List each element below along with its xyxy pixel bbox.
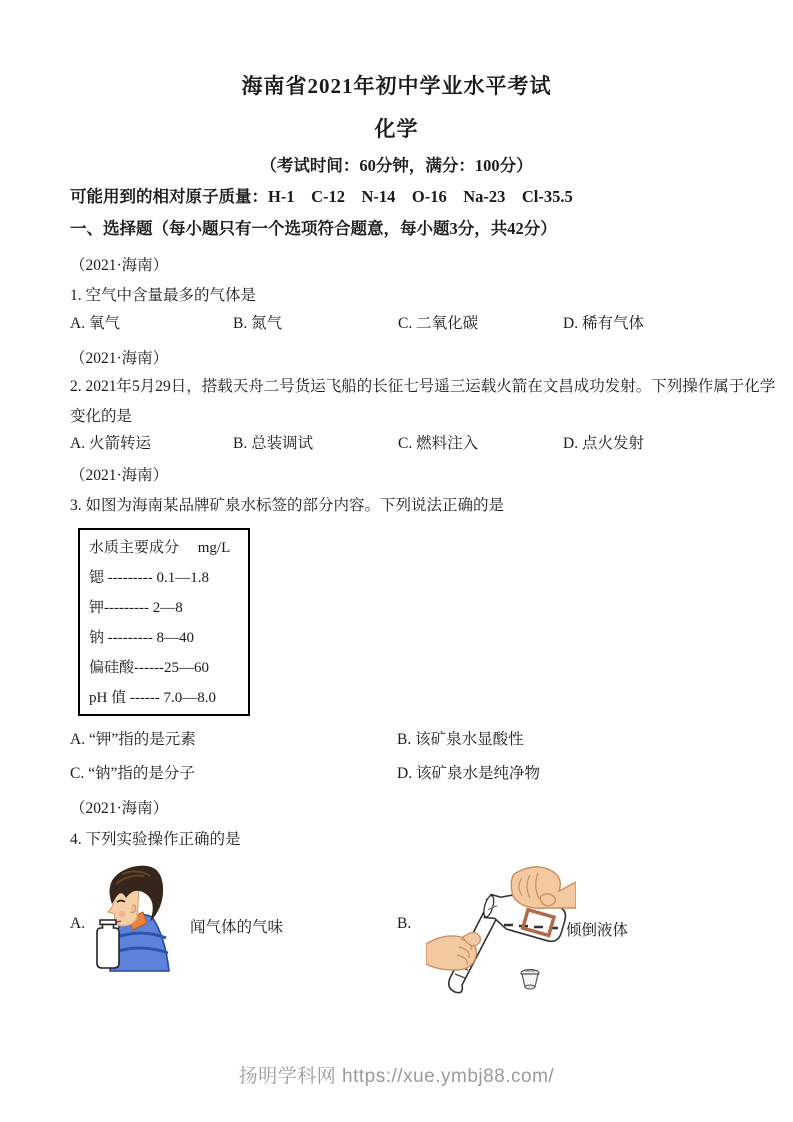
figure-a-caption: 闻气体的气味 [190, 919, 284, 936]
section-heading: 一、选择题（每小题只有一个选项符合题意，每小题3分，共42分） [70, 219, 557, 238]
question-2-option-c: C. 燃料注入 [398, 435, 479, 452]
question-3-option-b: B. 该矿泉水显酸性 [397, 731, 524, 748]
question-3-option-c: C. “钠”指的是分子 [70, 765, 195, 782]
question-1-stem: 1. 空气中含量最多的气体是 [70, 287, 257, 304]
figure-b-caption: 倾倒液体 [566, 922, 629, 939]
question-2-stem-line1: 2. 2021年5月29日，搭载天舟二号货运飞船的长征七号遥三运载火箭在文昌成功发射。下列操作属于化学 [70, 378, 776, 395]
page-title: 海南省2021年初中学业水平考试 [241, 74, 552, 98]
question-2-option-d: D. 点火发射 [563, 435, 644, 452]
water-label-row-metasilicic-acid: 偏硅酸------25—60 [89, 660, 209, 676]
water-label-row-ph: pH 值 ------ 7.0—8.0 [89, 690, 217, 706]
question-2-stem-line2: 变化的是 [70, 408, 133, 425]
question-1-option-b: B. 氮气 [233, 315, 283, 332]
subject-title: 化学 [374, 117, 419, 141]
question-3-option-a: A. “钾”指的是元素 [70, 731, 196, 748]
question-2-option-a: A. 火箭转运 [70, 435, 151, 452]
atomic-mass-note: 可能用到的相对原子质量：H-1 C-12 N-14 O-16 Na-23 Cl-35.5 [70, 187, 573, 206]
pouring-liquid-icon [426, 856, 576, 1006]
smelling-gas-illustration [88, 862, 178, 972]
question-3-options-row2 [70, 761, 737, 783]
water-label-row-sodium: 钠 --------- 8—40 [89, 630, 194, 646]
question-4-stem: 4. 下列实验操作正确的是 [70, 831, 241, 848]
water-label-row-potassium: 钾--------- 2—8 [89, 600, 183, 616]
pouring-liquid-illustration [426, 856, 576, 1006]
question-3-source: （2021·海南） [70, 467, 169, 484]
question-3-options-row1 [70, 727, 737, 749]
water-label-row-strontium: 锶 --------- 0.1—1.8 [89, 570, 209, 586]
question-4-source: （2021·海南） [70, 800, 169, 817]
question-3-option-d: D. 该矿泉水是纯净物 [397, 765, 540, 782]
question-1-source: （2021·海南） [70, 257, 169, 274]
question-1-option-a: A. 氧气 [70, 315, 120, 332]
water-label-header: 水质主要成分 mg/L [89, 540, 231, 556]
footer-watermark: 扬明学科网 https://xue.ymbj88.com/ [238, 1066, 555, 1087]
boy-smelling-bottle-icon [88, 862, 178, 972]
figure-a-label: A. [70, 915, 86, 932]
figure-b-label: B. [397, 915, 412, 932]
question-1-options [70, 311, 737, 333]
question-1-option-d: D. 稀有气体 [563, 315, 644, 332]
question-1-option-c: C. 二氧化碳 [398, 315, 479, 332]
mineral-water-label-table [78, 528, 250, 716]
exam-info: （考试时间：60分钟，满分：100分） [260, 156, 533, 175]
question-2-options [70, 431, 737, 453]
question-3-stem: 3. 如图为海南某品牌矿泉水标签的部分内容。下列说法正确的是 [70, 497, 505, 514]
question-2-source: （2021·海南） [70, 350, 169, 367]
question-2-option-b: B. 总装调试 [233, 435, 314, 452]
